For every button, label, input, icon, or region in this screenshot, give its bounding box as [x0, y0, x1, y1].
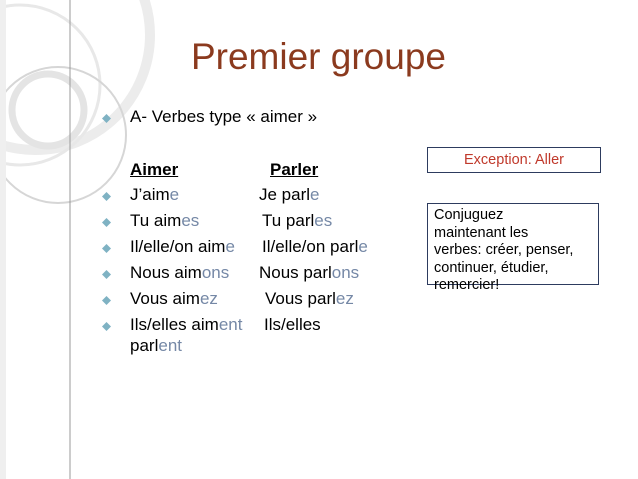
- parler-form: Nous parlons: [259, 263, 360, 282]
- aimer-form: J’aime: [130, 185, 180, 204]
- parler-form-continued: parlent: [130, 336, 182, 355]
- bullet-icon: [102, 322, 111, 331]
- bullet-icon: [102, 218, 111, 227]
- column-header-parler: Parler: [270, 160, 319, 179]
- bullet-icon: [102, 114, 111, 123]
- parler-form: Vous parlez: [265, 289, 354, 308]
- bullet-icon: [102, 192, 111, 201]
- bullet-icon: [102, 244, 111, 253]
- column-header-aimer: Aimer: [130, 160, 179, 179]
- parler-form: Je parle: [259, 185, 320, 204]
- parler-form: Ils/elles: [264, 315, 321, 334]
- slide-title: Premier groupe: [190, 36, 446, 77]
- subheading: A- Verbes type « aimer »: [130, 107, 318, 126]
- aimer-form: Nous aimons: [130, 263, 230, 282]
- aimer-form: Vous aimez: [130, 289, 218, 308]
- parler-form: Tu parles: [262, 211, 333, 230]
- exception-box: Exception: Aller: [427, 147, 601, 173]
- aimer-form: Ils/elles aiment: [130, 315, 243, 334]
- bullet-icon: [102, 270, 111, 279]
- exercise-box: Conjuguez maintenant les verbes: créer, penser, continuer, étudier, remercier!: [427, 203, 599, 285]
- parler-form: Il/elle/on parle: [262, 237, 368, 256]
- aimer-form: Tu aimes: [130, 211, 200, 230]
- bullet-icon: [102, 296, 111, 305]
- aimer-form: Il/elle/on aime: [130, 237, 235, 256]
